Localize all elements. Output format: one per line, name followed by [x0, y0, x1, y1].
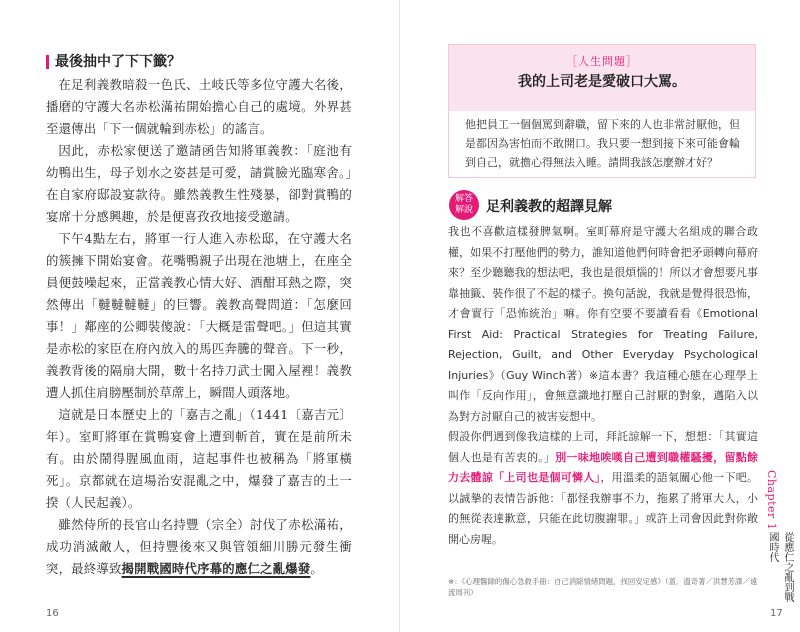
paragraph-2: 因此，赤松家便送了邀請函告知將軍義教：「庭池有幼鴨出生，母子划水之姿甚是可愛，請賞臉光臨寒舍。」在自家府邸設宴款待。雖然義教生性殘暴，卻對賞鴨的宴席十分感興趣，於是便喜孜孜地接受邀請。	[46, 143, 352, 224]
answer-paragraph-2-end: ，用溫柔的語氣關心他一下吧。以誠摯的表情告訴他：「都怪我辦事不力，拖累了將軍大人，小的無從表達歉意，只能在此切腹謝罪。」或許上司會因此對你敞開心房喔。	[448, 471, 759, 546]
page-number-left: 16	[46, 608, 59, 619]
page-number-right: 17	[770, 608, 783, 619]
paragraph-1: 在足利義教暗殺一色氏、土岐氏等多位守護大名後，播磨的守護大名赤松滿祐開始擔心自己的處境。外界甚至還傳出「下一個就輪到赤松」的謠言。	[46, 77, 352, 136]
answer-paragraph-2-text: 假設你們遇到像我這樣的上司，拜託諒解一下，想想：「其實這個人也是有苦衷的。」	[448, 430, 758, 464]
answer-badge-top: 解答	[454, 194, 473, 204]
right-page	[400, 0, 800, 632]
chapter-label: Chapter 1	[765, 470, 778, 531]
paragraph-5-text: 雖然侍所的長官山名持豐（宗全）討伐了赤松滿祐，成功消滅敵人，但持豐後來又與管領細川勝元發生衝突，最終導致	[46, 517, 352, 576]
answer-badge-bottom: 解說	[454, 205, 473, 215]
question-text: 他把員工一個個罵到辭職，留下來的人也非常討厭他，但是都因為害怕而不敢開口。我只要一想到接下來可能會輪到自己，就擔心得無法入睡。請問我該怎麼辦才好？	[465, 118, 740, 169]
question-header	[449, 45, 755, 111]
highlighted-text: 別一味地唉嘆自己遭到職權騷擾，留點餘力去體諒「上司也是個可憐人」	[448, 450, 759, 484]
left-body-text	[46, 74, 352, 580]
chapter-tab	[760, 470, 793, 610]
footnote: ※：《心理醫師的傷心急救手冊：自己消除情緒問題，找回安定感》（蓋．溫奇著／洪慧芳譯／遠流周刊）	[448, 577, 758, 597]
question-box	[448, 44, 756, 178]
answer-body	[448, 222, 758, 550]
answer-badge-icon	[449, 190, 479, 220]
paragraph-5	[46, 514, 352, 580]
chapter-subtitle: 從應仁之亂到戰國時代	[767, 532, 793, 602]
section-heading: 最後抽中了下下籤？	[46, 54, 181, 70]
paragraph-3: 下午4點左右，將軍一行人進入赤松邸，在守護大名的簇擁下開始宴會。花嘴鴨親子出現在池塘上，在座全員便鼓噪起來，正當義教心情大好、酒酣耳熱之際，突然傳出「韃韃韃韃」的巨響。義教高聲問道：「怎麼回事！」鄰座的公卿裝傻說：「大概是雷聲吧。」但這其實是赤松的家臣在府內放入的馬匹奔騰的聲音。下一秒，義教背後的隔扇大開，數十名持刀武士闖入屋裡！義教遭人抓住肩膀壓制於草蓆上，瞬間人頭落地。	[46, 231, 352, 400]
emphasized-text: 揭開戰國時代序幕的應仁之亂爆發	[121, 561, 311, 576]
answer-title: 足利義教的超譯見解	[486, 199, 612, 215]
answer-paragraph-1: 我也不喜歡這樣發脾氣啊。室町幕府是守護大名組成的聯合政權，如果不打壓他們的勢力，誰知道他們何時會把矛頭轉向幕府來？至少聽聽我的想法吧，我也是很煩惱的！所以才會想要凡事靠抽籤、裝作很了不起的樣子。換句話說，我就是覺得很恐怖，才會實行「恐怖統治」嘛。你有空要不要讀看看《Emotional First Aid: Practical Strategies for Treating Failure, Rejection, Guilt, and Other Everyday Psychological Injuries》（Guy Winch著）※這本書？我這種心態在心理學上叫作「反向作用」，會無意識地打壓自己討厭的對象，邁陷入以為對方討厭自己的被害妄想中。	[448, 225, 758, 423]
paragraph-5-end: 。	[310, 561, 323, 576]
answer-paragraph-2	[448, 427, 758, 550]
question-title: 我的上司老是愛破口大罵。	[518, 74, 686, 90]
question-tag: ［人生問題］	[566, 55, 638, 68]
paragraph-4: 這就是日本歷史上的「嘉吉之亂」（1441〔嘉吉元〕年）。室町將軍在賞鴨宴會上遭到斬首，實在是前所未有。由於鬧得腥風血雨，這起事件也被稱為「將軍橫死」。京都就在這場治安混亂之中，爆發了嘉吉的土一揆（人民起義）。	[46, 407, 352, 510]
